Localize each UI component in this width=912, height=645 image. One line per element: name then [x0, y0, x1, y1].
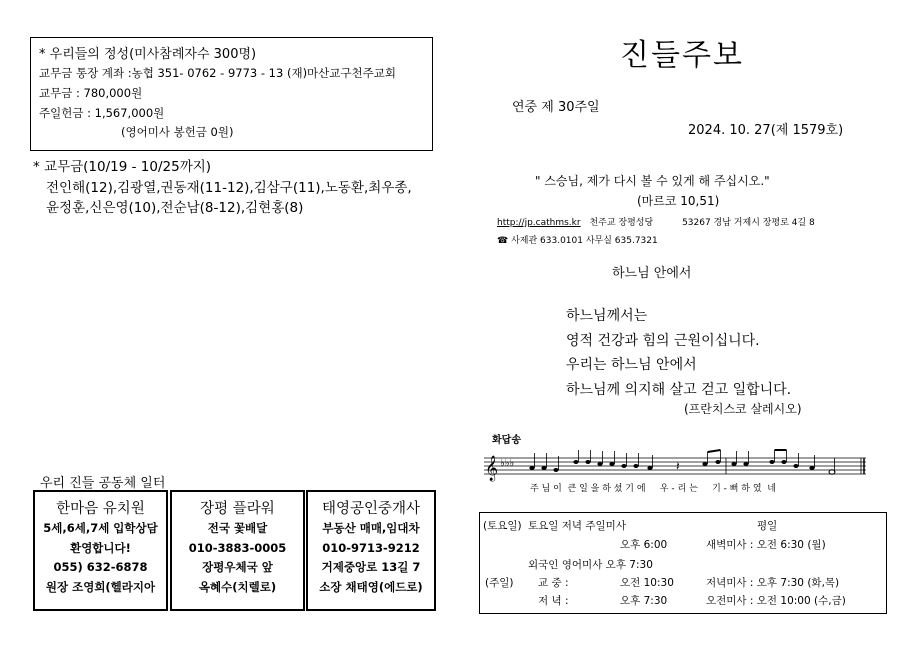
gospel-reference: (마르코 10,51)	[637, 194, 720, 208]
business-line: 010-9713-9212	[322, 540, 420, 555]
business-line: 전국 꽃배달	[207, 521, 268, 535]
phone-numbers: 사제관 633.0101 사무실 635.7321	[511, 236, 658, 246]
contribution-heading: * 우리들의 정성(미사참례자수 300명)	[39, 47, 257, 62]
meditation-line: 영적 건강과 힘의 근원이십니다.	[566, 332, 760, 349]
youth-mass-label: 저 녁 :	[538, 595, 569, 607]
music-staff	[480, 448, 870, 484]
donations-line: 윤정훈,신은영(10),전순남(8-12),김현홍(8)	[46, 200, 304, 216]
meditation-line: 우리는 하느님 안에서	[566, 357, 697, 373]
saturday-mass-title: 토요일 저녁 주일미사	[528, 520, 626, 532]
saturday-label: (토요일)	[483, 520, 522, 532]
parish-phone	[497, 233, 658, 246]
business-line: 055) 632-6878	[53, 560, 148, 574]
business-line: 원장 조영희(헬라지아	[45, 579, 156, 594]
business-card	[170, 490, 305, 611]
business-name: 한마음 유치원	[56, 501, 145, 517]
sunday-label: (주일)	[485, 577, 514, 589]
parish-name: 천주교 장평성당	[589, 218, 654, 228]
business-card	[306, 490, 436, 611]
gyomugeum-total: 교무금 : 780,000원	[39, 86, 143, 100]
parish-address: 53267 경남 거제시 장평로 4길 8	[682, 218, 815, 228]
adult-mass-time: 오전 10:30	[620, 577, 674, 589]
gospel-quote: " 스승님, 제가 다시 볼 수 있게 해 주십시오."	[535, 174, 770, 188]
parish-info	[497, 215, 815, 228]
business-line: 장평우체국 앞	[202, 560, 273, 574]
business-name: 태영공인중개사	[321, 501, 421, 517]
meditation-text	[566, 304, 791, 402]
donations-list	[33, 157, 443, 219]
business-line: 010-3883-0005	[188, 540, 287, 555]
dawn-mass: 새벽미사 : 오전 6:30 (월)	[706, 539, 826, 551]
bulletin-date: 2024. 10. 27(제 1579호)	[688, 123, 844, 138]
business-line: 소장 채태영(에드로)	[319, 579, 423, 594]
business-line: 거제중앙로 13길 7	[321, 560, 421, 574]
meditation-author: (프란치스코 살레시오)	[684, 402, 802, 416]
offering-total: 주일헌금 : 1,567,000원	[39, 106, 165, 120]
mass-schedule	[479, 512, 887, 614]
business-line: 환영합니다!	[70, 540, 131, 555]
hymn-lyrics: 주 님 이 큰 일 을 하 셨 기 에 우 - 리 는 기 - 뻐 하 였 네	[530, 484, 776, 494]
business-name: 장평 플라워	[200, 501, 275, 517]
liturgical-sunday: 연중 제 30주일	[512, 100, 600, 115]
meditation-line: 하느님께 의지해 살고 걷고 일합니다.	[566, 381, 792, 398]
account-info: 교무금 통장 계좌 :농협 351- 0762 - 9773 - 13 (재)마산교구천주교회	[39, 66, 396, 80]
responsorial-psalm-label: 화답송	[492, 435, 521, 446]
rest-icon: 𝄽	[676, 459, 680, 473]
parish-url-link[interactable]: http://jp.cathms.kr	[497, 218, 581, 228]
treble-clef-icon: 𝄞	[485, 456, 499, 481]
business-line: 옥혜수(치렐로)	[198, 579, 277, 594]
youth-mass-time: 오후 7:30	[620, 595, 668, 607]
adult-mass-label: 교 중 :	[538, 577, 569, 589]
business-card	[33, 490, 168, 611]
evening-mass: 저녁미사 : 오후 7:30 (화,목)	[706, 577, 840, 589]
foreign-mass: 외국인 영어미사 오후 7:30	[528, 559, 653, 571]
english-mass-offering: (영어미사 봉헌금 0원)	[121, 125, 234, 139]
flat-signs-icon: ♭♭♭	[500, 458, 515, 469]
meditation-line: 하느님께서는	[566, 308, 648, 324]
weekday-label: 평일	[757, 520, 778, 532]
phone-icon: ☎	[497, 236, 509, 246]
community-title: 우리 진들 공동체 일터	[40, 476, 166, 491]
morning-mass: 오전미사 : 오전 10:00 (수,금)	[706, 595, 846, 607]
saturday-mass-time: 오후 6:00	[620, 539, 668, 551]
donations-heading: * 교무금(10/19 - 10/25까지)	[33, 159, 212, 175]
meditation-title: 하느님 안에서	[612, 266, 692, 281]
business-line: 5세,6세,7세 입학상담	[43, 521, 158, 535]
contribution-box	[30, 37, 433, 151]
business-line: 부동산 매매,임대차	[322, 521, 420, 535]
donations-line: 전인해(12),김광열,권동재(11-12),김삼구(11),노동환,최우종,	[46, 179, 412, 196]
bulletin-title: 진들주보	[620, 38, 744, 73]
